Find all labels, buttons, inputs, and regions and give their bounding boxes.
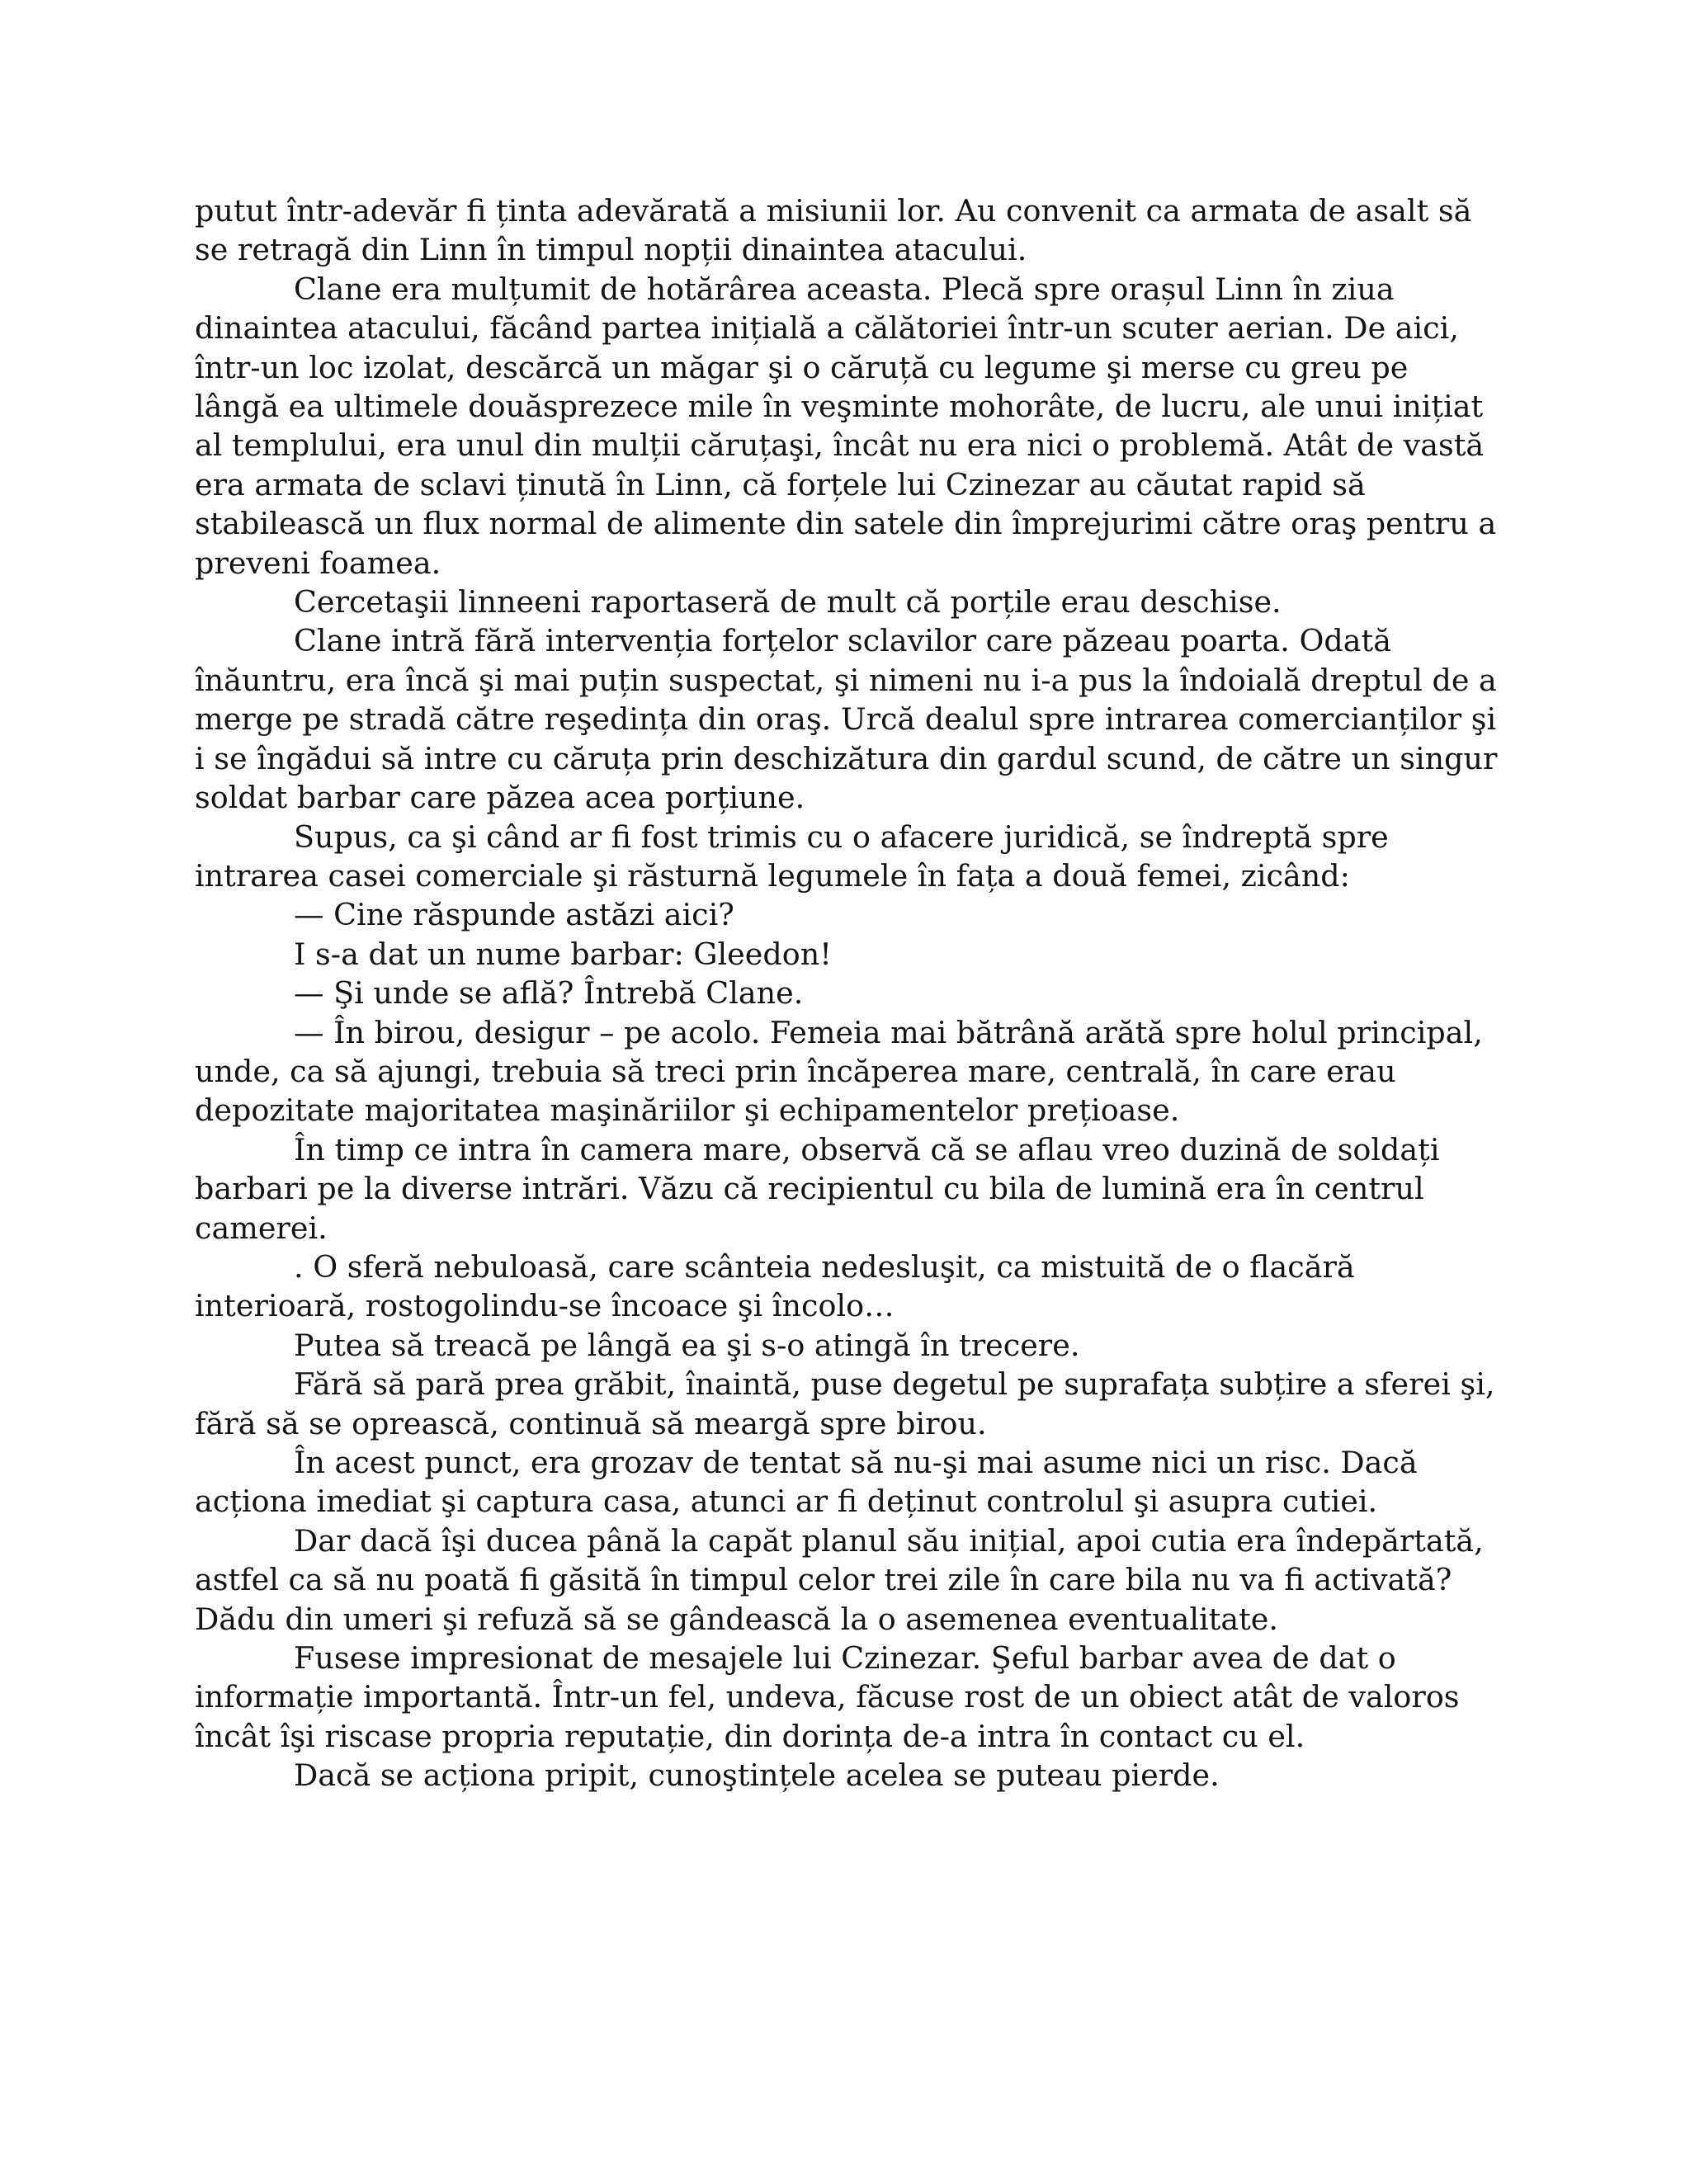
document-page bbox=[195, 191, 1499, 1795]
paragraph-5: Supus, ca şi când ar fi fost trimis cu o afacere juridică, se îndreptă spre intrarea casei comerciale şi răsturnă legumele în fața a două femei, zicând: bbox=[195, 818, 1389, 894]
paragraph-4: Clane intră fără intervenția forțelor sclavilor care păzeau poarta. Odată înăuntru, era încă şi mai puțin suspectat, şi nimeni nu i-a pus la îndoială dreptul de a merge pe stradă către reşedința din oraş. Urcă dealul spre intrarea comercianților şi i se îngădui să intre cu căruța prin deschizătura din gardul scund, de către un singur soldat barbar care păzea acea porțiune. bbox=[195, 623, 1498, 816]
paragraph-2: Clane era mulțumit de hotărârea aceasta. Plecă spre orașul Linn în ziua dinaintea atacului, făcând partea inițială a călătoriei într-un scuter aerian. De aici, într-un loc izolat, descărcă un măgar şi o căruță cu legume şi merse cu greu pe lângă ea ultimele douăsprezece mile în veşminte mohorâte, de lucru, ale unui inițiat al templului, era unul din mulții căruțaşi, încât nu era nici o problemă. Atât de vastă era armata de sclavi ținută în Linn, că forțele lui Czinezar au căutat rapid să stabilească un flux normal de alimente din satele din împrejurimi către oraş pentru a preveni foamea. bbox=[195, 271, 1497, 581]
paragraph-1: putut într-adevăr fi ținta adevărată a misiunii lor. Au convenit ca armata de asalt să se retragă din Linn în timpul nopții dinaintea atacului. bbox=[195, 193, 1472, 268]
paragraph-7: I s-a dat un nume barbar: Gleedon! bbox=[294, 936, 832, 972]
dialogue-line-1: — Cine răspunde astăzi aici? bbox=[294, 897, 734, 933]
paragraph-3: Cercetaşii linneeni raportaseră de mult că porțile erau deschise. bbox=[294, 584, 1282, 620]
paragraph-16: Fusese impresionat de mesajele lui Czinezar. Şeful barbar avea de dat o informație importantă. Într-un fel, undeva, făcuse rost de un obiect atât de valoros încât îşi riscase propria reputație, din dorința de-a intra în contact cu el. bbox=[195, 1640, 1460, 1754]
paragraph-17: Dacă se acționa pripit, cunoştințele acelea se puteau pierde. bbox=[294, 1757, 1220, 1794]
paragraph-12: Putea să treacă pe lângă ea şi s-o atingă în trecere. bbox=[294, 1327, 1080, 1363]
paragraph-11: . O sferă nebuloasă, care scânteia nedesluşit, ca mistuită de o flacără interioară, rostogolindu-se încoace şi încolo… bbox=[195, 1248, 1355, 1324]
paragraph-13: Fără să pară prea grăbit, înaintă, puse degetul pe suprafața subțire a sferei şi, fără să se oprească, continuă să meargă spre birou. bbox=[195, 1366, 1495, 1441]
paragraph-14: În acest punct, era grozav de tentat să nu-şi mai asume nici un risc. Dacă acționa imediat şi captura casa, atunci ar fi deținut controlul şi asupra cutiei. bbox=[195, 1445, 1418, 1520]
paragraph-15: Dar dacă îşi ducea până la capăt planul său inițial, apoi cutia era îndepărtată, astfel ca să nu poată fi găsită în timpul celor trei zile în care bila nu va fi activată? Dădu din umeri şi refuză să se gândească la o asemenea eventualitate. bbox=[195, 1522, 1484, 1637]
paragraph-10: În timp ce intra în camera mare, observă că se aflau vreo duzină de soldați barbari pe la diverse intrări. Văzu că recipientul cu bila de lumină era în centrul camerei. bbox=[195, 1131, 1440, 1246]
dialogue-line-3: — În birou, desigur – pe acolo. Femeia mai bătrână arătă spre holul principal, unde, ca să ajungi, trebuia să treci prin încăperea mare, centrală, în care erau depozitate majoritatea maşinăriilor şi echipamentelor prețioase. bbox=[195, 1014, 1483, 1129]
dialogue-line-2: — Şi unde se află? Întrebă Clane. bbox=[294, 975, 804, 1012]
